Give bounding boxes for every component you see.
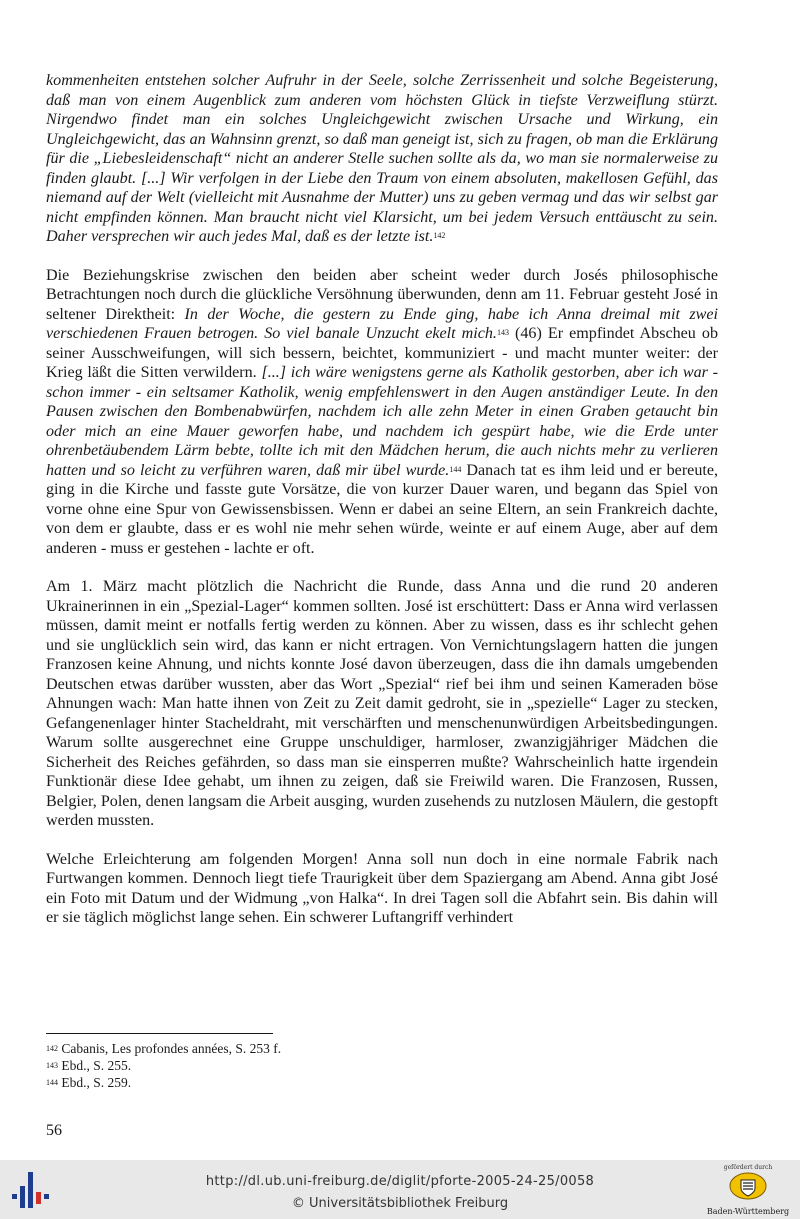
paragraph-gap — [46, 247, 718, 266]
paragraph-text: kommenheiten entstehen solcher Aufruhr in der Seele, solche Zerrissenheit und solche Begeisterung, daß man von einem Augenblick zum anderen vom höchsten Glück in tiefste Verzweiflung stürzt. Nirgendwo findet man ein solches Ungleichgewicht zwischen Ursache und Wirkung, ein Ungleichgewicht, das an Wahnsinn grenzt, so daß man geneigt ist, sich zu fragen, ob man die Erklärung für die „Liebesleidenschaft“ nicht an anderer Stelle suchen sollte als da, wo man sie normalerweise zu finden glaubt. [...] Wir verfolgen in der Liebe den Traum von einem absoluten, makellosen Gefühl, das niemand auf der Welt (vielleicht mit Ausnahme der Mutter) uns zu geben vermag und das wir selbst gar nicht empfinden können. Man braucht nicht viel Klarsicht, um bei jedem Versuch enttäuscht zu sein. Daher versprechen wir auch jedes Mal, daß es der letzte ist. — [46, 72, 718, 245]
footnote-text: Ebd., S. 255. — [58, 1058, 132, 1073]
paragraph-text: Am 1. März macht plötzlich die Nachricht die Runde, dass Anna und die rund 20 anderen Ukrainerinnen in ein „Spezial-Lager“ kommen sollten. José ist erschüttert: Dass er Anna wird verlassen müssen, damit meint er notfalls fertig werden zu können. Aber zu wissen, dass es ihr schlecht gehen und sie unglücklich sein wird, das kann er nicht ertragen. Von Vernichtungslagern hatten die jungen Franzosen keine Ahnung, und nichts konnte José davon überzeugen, dass die ihn damals umgebenden Deutschen etwas darüber wussten, aber das Wort „Spezial“ rief bei ihm und seinen Kameraden böse Ahnungen wach: Man hatte ihnen von Zeit zu Zeit damit gedroht, sie in „spezielle“ Lager zu stecken, Gefangenenlager hinter Stacheldraht, mit verschärften und menschenunwürdigen Arbeitsbedingungen. Warum sollte ausgerechnet eine Gruppe unschuldiger, harmloser, zwanzigjähriger Mädchen die Sicherheit des Reiches gefährden, so dass man sie einsperren mußte? Wahrscheinlich hatte irgendein Funktionär diese Idee gehabt, um ihnen zu zeigen, daß sie Freiwild waren. Die Franzosen, Russen, Belgier, Polen, denen langsam die Arbeit ausging, wurden zusehends zu nutzlosen Mäulern, die gestopft werden mussten. — [46, 578, 718, 829]
sponsor-bottom-label: Baden-Württemberg — [706, 1207, 790, 1216]
footnote-text: Cabanis, Les profondes années, S. 253 f. — [58, 1041, 282, 1056]
baden-wuerttemberg-seal-icon — [728, 1171, 768, 1201]
copyright-text: © Universitätsbibliothek Freiburg — [291, 1196, 509, 1211]
sponsor-top-label: gefördert durch — [723, 1164, 773, 1171]
italic-quote-text: [...] ich wäre wenigstens gerne als Katholik gestorben, aber ich war - schon immer - ein seltsamer Katholik, wenig empfehlenswert in den Augen anständiger Leute. In den Pausen zwischen den Bombenabwürfen, nachdem ich alle zehn Meter in einen Graben getaucht bin oder mich an eine Mauer geworfen habe, und nachdem ich gespürt habe, wie die Erde unter ohrenbetäubendem Lärm bebte, tollte ich mit den Mädchen herum, die auch nichts mehr zu verlieren hatten und so leicht zu verführen waren, daß mir übel wurde. — [46, 364, 718, 479]
viewer-footer — [0, 1160, 800, 1219]
footnote-item — [46, 1074, 718, 1091]
footnote-reference: 143 — [496, 328, 509, 337]
body-paragraph — [46, 577, 718, 831]
footnote-text: Ebd., S. 259. — [58, 1075, 132, 1090]
paragraph-text: Welche Erleichterung am folgenden Morgen! Anna soll nun doch in eine normale Fabrik nach Furtwangen kommen. Dennoch liegt tiefe Traurigkeit über dem Spaziergang am Abend. Anna gibt José ein Foto mit Datum und der Widmung „von Halka“. In drei Tagen soll die Abfahrt sein. Bis dahin will er sie täglich möglichst lange sehen. Ein schwerer Luftangriff verhindert — [46, 850, 718, 926]
block-quote-paragraph — [46, 71, 718, 247]
footnote-item — [46, 1040, 718, 1057]
footnotes — [46, 1040, 718, 1091]
footnote-number: 143 — [46, 1061, 58, 1070]
page-number: 56 — [46, 1122, 62, 1139]
footnote-reference: 142 — [433, 231, 446, 240]
footnote-number: 144 — [46, 1078, 58, 1087]
paragraph-text: Danach tat es ihm leid und er bereute, ging in die Kirche und fasste gute Vorsätze, die von kurzer Dauer waren, und begann das Spiel von vorne ohne eine Spur von Gewissensbissen. Wenn er dabei an seine Eltern, an sein Frankreich dachte, von dem er glaubte, dass er es wohl nie mehr sehen würde, weinte er auf einem Auge, aber auf dem anderen - muss er gestehen - lachte er oft. — [46, 461, 719, 557]
body-paragraph — [46, 266, 718, 559]
paragraph-gap — [46, 831, 718, 850]
paragraph-text: (46) Er empfindet Abscheu ob seiner Ausschweifungen, will sich bessern, beichtet, kommuniziert - und macht munter weiter: der Krieg läßt die Sitten verwildern. — [46, 325, 718, 381]
document-url-link[interactable]: http://dl.ub.uni-freiburg.de/diglit/pforte-2005-24-25/0058 — [205, 1174, 595, 1189]
footnote-reference: 144 — [449, 464, 462, 474]
paragraph-gap — [46, 558, 718, 577]
italic-quote-text: In der Woche, die gestern zu Ende ging, habe ich Anna dreimal mit zwei verschiedenen Frauen betrogen. So viel banale Unzucht ekelt mich. — [46, 305, 718, 342]
paragraph-text: Die Beziehungskrise zwischen den beiden aber scheint weder durch Josés philosophische Betrachtungen noch durch die glückliche Versöhnung überwunden, denn am 11. Februar gesteht José in seltener Direktheit: — [46, 266, 718, 323]
body-text — [46, 71, 718, 928]
footnote-number: 142 — [46, 1044, 58, 1053]
footnote-item — [46, 1057, 718, 1074]
body-paragraph — [46, 850, 718, 928]
sponsor-logo — [700, 1164, 796, 1218]
footnote-separator — [46, 1033, 273, 1034]
